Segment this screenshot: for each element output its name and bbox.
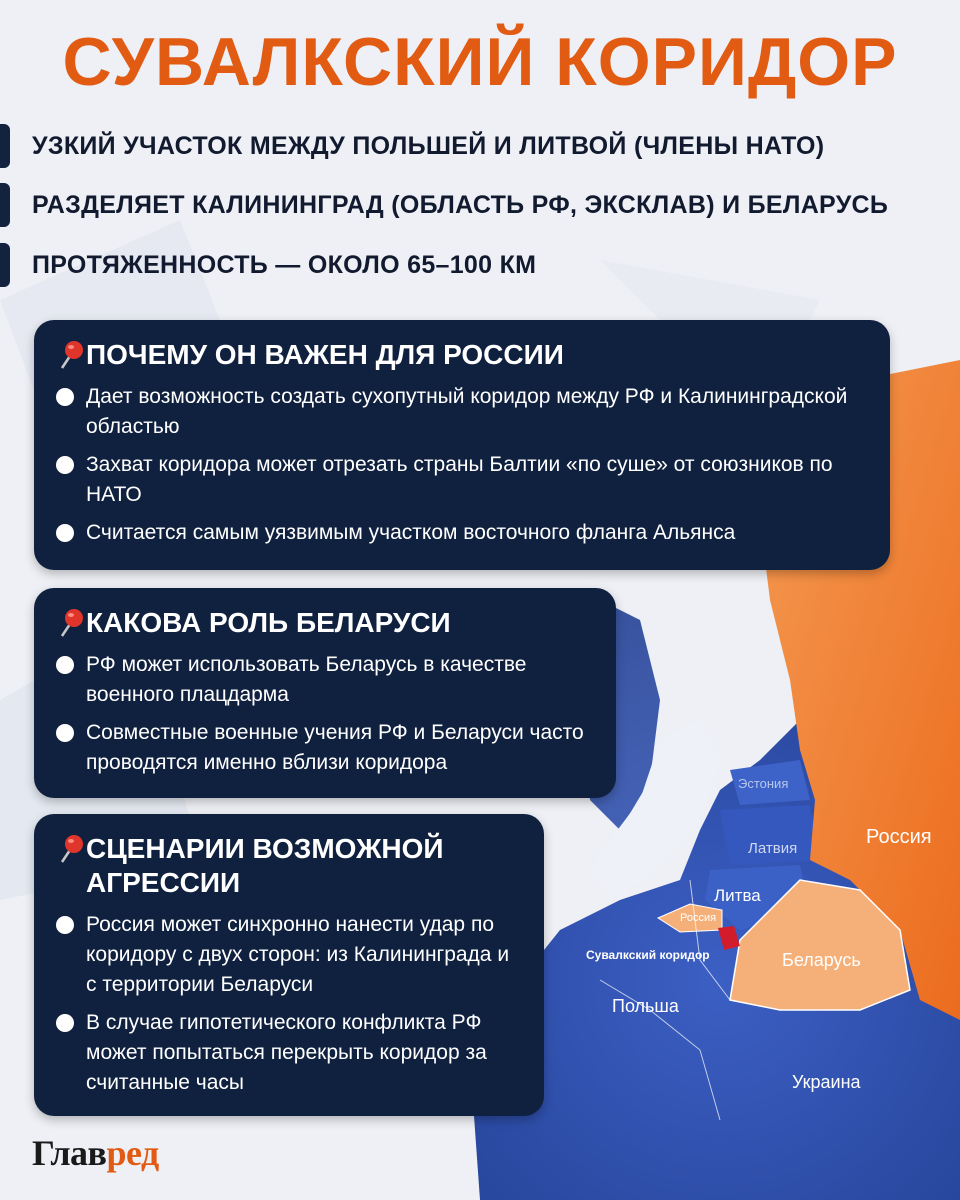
map-label-belarus: Беларусь (782, 950, 861, 970)
map-label-estonia: Эстония (738, 776, 789, 791)
list-item-text: Дает возможность создать сухопутный коридор между РФ и Калининградской областью (86, 385, 848, 438)
card-aggression-scenarios (34, 814, 544, 1116)
fact-text: РАЗДЕЛЯЕТ КАЛИНИНГРАД (ОБЛАСТЬ РФ, ЭКСКЛАВ) И БЕЛАРУСЬ (32, 190, 889, 219)
fact-item (0, 183, 888, 227)
map-label-lithuania: Литва (714, 886, 761, 905)
card-heading (56, 832, 522, 900)
bullet-icon (56, 524, 74, 542)
list-item-text: Совместные военные учения РФ и Беларуси часто проводятся именно вблизи коридора (86, 721, 584, 774)
fact-marker (0, 243, 10, 287)
bullet-icon (56, 1014, 74, 1032)
fact-marker (0, 183, 10, 227)
list-item (56, 718, 594, 778)
list-item-text: Россия может синхронно нанести удар по коридору с двух сторон: из Калининграда и с территории Беларуси (86, 913, 510, 996)
map-label-latvia: Латвия (748, 840, 798, 857)
card-heading-text: СЦЕНАРИИ ВОЗМОЖНОЙ АГРЕССИИ (86, 833, 444, 898)
bullet-icon (56, 456, 74, 474)
card-belarus-role (34, 588, 616, 798)
list-item (56, 450, 868, 510)
list-item (56, 910, 522, 1000)
map-label-kaliningrad: Россия (680, 912, 717, 924)
list-item-text: В случае гипотетического конфликта РФ может попытаться перекрыть коридор за считанные часы (86, 1011, 487, 1094)
fact-marker (0, 124, 10, 168)
list-item-text: РФ может использовать Беларусь в качестве военного плацдарма (86, 653, 527, 706)
card-heading (56, 606, 594, 640)
bullet-icon (56, 724, 74, 742)
fact-text: ПРОТЯЖЕННОСТЬ — ОКОЛО 65–100 КМ (32, 250, 537, 279)
list-item-text: Считается самым уязвимым участком восточного фланга Альянса (86, 521, 736, 544)
map-label-ukraine: Украина (792, 1072, 861, 1092)
list-item (56, 650, 594, 710)
list-item-text: Захват коридора может отрезать страны Балтии «по суше» от союзников по НАТО (86, 453, 833, 506)
bullet-icon (56, 388, 74, 406)
bullet-icon (56, 916, 74, 934)
pushpin-icon (56, 338, 86, 372)
list-item (56, 518, 868, 548)
card-heading-text: ПОЧЕМУ ОН ВАЖЕН ДЛЯ РОССИИ (86, 339, 564, 370)
logo-part-1: Глав (32, 1133, 107, 1173)
card-heading-text: КАКОВА РОЛЬ БЕЛАРУСИ (86, 607, 451, 638)
map-label-poland: Польша (612, 996, 679, 1016)
card-why-important (34, 320, 890, 570)
pushpin-icon (56, 606, 86, 640)
glavred-logo (32, 1132, 159, 1174)
map-label-russia: Россия (866, 826, 932, 848)
list-item (56, 1008, 522, 1098)
bullet-icon (56, 656, 74, 674)
card-heading (56, 338, 868, 372)
logo-part-2: ред (106, 1133, 159, 1173)
list-item (56, 382, 868, 442)
fact-item (0, 243, 536, 287)
page-title: СУВАЛКСКИЙ КОРИДОР (62, 24, 898, 100)
fact-item (0, 124, 824, 168)
fact-text: УЗКИЙ УЧАСТОК МЕЖДУ ПОЛЬШЕЙ И ЛИТВОЙ (ЧЛЕНЫ НАТО) (32, 131, 825, 160)
pushpin-icon (56, 832, 86, 866)
map-label-corridor: Сувалкский коридор (586, 948, 710, 962)
